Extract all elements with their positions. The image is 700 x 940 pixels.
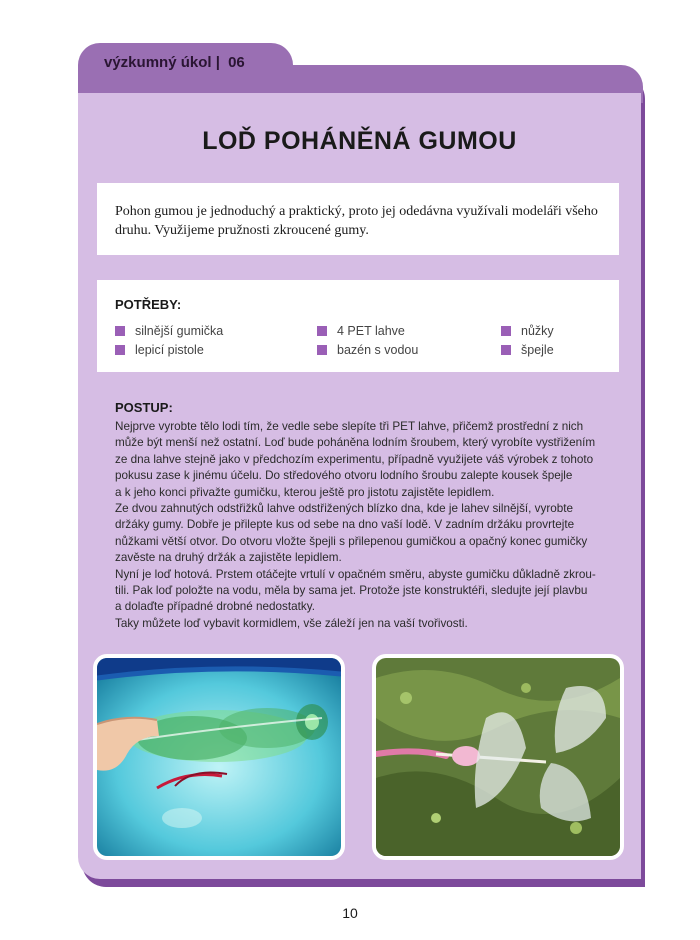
method-text: Nejprve vyrobte tělo lodi tím, že vedle sebe slepíte tři PET lahve, přičemž prostřední z nich může být menší než ostatní. Loď bude poháněna lodním šroubem, který vyrobíte vystřižením ze dna lahve stejně jako v předchozím experimentu, případně využijete váš výrobek z tohoto pokusu zase k jinému účelu. Do středového otvoru lodního šroubu zalepte kousek špejle a k jeho konci přivažte gumičku, kterou ještě pro jistotu zajistěte lepidlem. Ze dvou zahnutých odstřižků lahve odstřižených blízko dna, kde je lahev silnější, vyrobte držáky gumy. Dobře je přilepte kus od sebe na dno vaší lodě. V zadním držáku provrtejte nůžkami větší otvor. Do otvoru vložte špejli s přilepenou gumičkou a opačný konec gumičky zavěste na druhý držák a zajistěte lepidlem. Nyní je loď hotová. Prstem otáčejte vrtulí v opačném směru, abyste gumičku důkladně zkrou- tili. Pak loď položte na vodu, měla by sama jet. Protože jste konstruktéři, sledujte její plavbu a dolaďte případné drobné nedostatky. Taky můžete loď vybavit kormidlem, vše záleží jen na vaší tvořivosti. [115, 420, 596, 630]
needs-item: špejle [501, 342, 554, 358]
needs-heading: POTŘEBY: [115, 297, 182, 312]
needs-item: nůžky [501, 323, 554, 339]
needs-box [97, 280, 619, 372]
header-label [104, 54, 245, 71]
photo-propeller [372, 654, 624, 860]
needs-item: 4 PET lahve [317, 323, 405, 339]
needs-item: bazén s vodou [317, 342, 418, 358]
header-number: 06 [228, 54, 245, 71]
photo-bottle-boat [93, 654, 345, 860]
needs-item: silnější gumička [115, 323, 223, 339]
intro-text: Pohon gumou je jednoduchý a praktický, proto jej odedávna využívali modeláři všeho druhu. Využijeme pružnosti zkroucené gumy. [115, 204, 598, 238]
intro-box [97, 183, 619, 255]
page-number: 10 [342, 905, 358, 921]
method-heading: POSTUP: [115, 400, 173, 415]
header-separator: | [215, 54, 220, 71]
header-label-text: výzkumný úkol [104, 54, 212, 71]
needs-item: lepicí pistole [115, 342, 204, 358]
page-title: LOĎ POHÁNĚNÁ GUMOU [202, 127, 517, 155]
